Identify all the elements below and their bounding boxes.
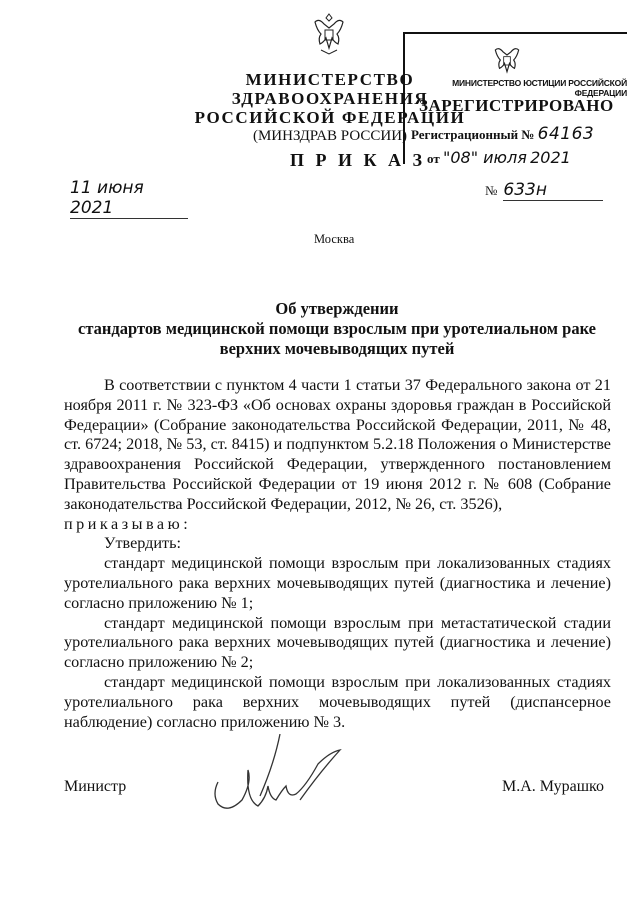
list-item: стандарт медицинской помощи взрослым при локализованных стадиях уротелиального рака верхних мочевыводящих путей (диспансерное наблюдение) согласно приложению № 3. <box>64 672 611 731</box>
title-line1: Об утверждении <box>275 299 399 318</box>
city: Москва <box>314 232 355 246</box>
order-verb: приказываю: <box>64 514 192 533</box>
ministry-short-name: (МИНЗДРАВ РОССИИ) <box>252 128 408 144</box>
order-number-value: 633н <box>503 180 547 200</box>
stamp-reg-label: Регистрационный № <box>411 127 535 142</box>
signer-role: Министр <box>64 778 127 795</box>
order-number <box>485 180 603 201</box>
stamp-date-handwritten: "08" июля <box>442 148 527 167</box>
stamp-emblem-icon <box>489 40 525 80</box>
stamp-title: ЗАРЕГИСТРИРОВАНО <box>419 96 614 115</box>
stamp-date-prefix: от <box>427 151 440 166</box>
stamp-registration <box>411 124 594 144</box>
stamp-date <box>427 148 571 167</box>
stamp-date-year: 2021 <box>530 148 571 167</box>
ministry-name-line2: РОССИЙСКОЙ ФЕДЕРАЦИИ <box>194 108 466 127</box>
order-date: 11 июня 2021 <box>70 178 188 219</box>
document-title <box>64 299 610 359</box>
stamp-reg-number: 64163 <box>537 124 595 144</box>
registration-stamp <box>403 32 627 167</box>
ministry-name-line1: МИНИСТЕРСТВО ЗДРАВООХРАНЕНИЯ <box>231 70 429 108</box>
list-item: стандарт медицинской помощи взрослым при метастатической стадии уротелиального рака верхних мочевыводящих путей (диагностика и лечение) согласно приложению № 2; <box>64 613 611 672</box>
signer-name: М.А. Мурашко <box>502 778 604 795</box>
preamble-paragraph: В соответствии с пунктом 4 части 1 статьи 37 Федерального закона от 21 ноября 2011 г. № 323-ФЗ «Об основах охраны здоровья граждан в Российской Федерации» (Собрание законодательства Российской Федерации, 2011, № 48, ст. 6724; 2018, № 53, ст. 8415) и подпунктом 5.2.18 Положения о Министерстве здравоохранения Российской Федерации, утвержденного постановлением Правительства Российской Федерации от 19 июня 2012 г. № 608 (Собрание законодательства Российской Федерации, 2012, № 26, ст. 3526), <box>64 376 611 513</box>
order-heading: П Р И К А З <box>290 150 426 170</box>
list-item: стандарт медицинской помощи взрослым при локализованных стадиях уротелиального рака верхних мочевыводящих путей (диагностика и лечение) согласно приложению № 1; <box>64 554 611 612</box>
order-number-prefix: № <box>485 183 498 198</box>
stamp-ministry-name: МИНИСТЕРСТВО ЮСТИЦИИ РОССИЙСКОЙ ФЕДЕРАЦИИ <box>452 78 627 98</box>
approve-line: Утвердить: <box>104 534 182 553</box>
document-body <box>64 376 611 732</box>
title-line2: стандартов медицинской помощи взрослым при уротелиальном раке верхних мочевыводящих путей <box>78 319 596 358</box>
coat-of-arms-icon <box>309 10 349 58</box>
signature-icon <box>200 734 360 834</box>
